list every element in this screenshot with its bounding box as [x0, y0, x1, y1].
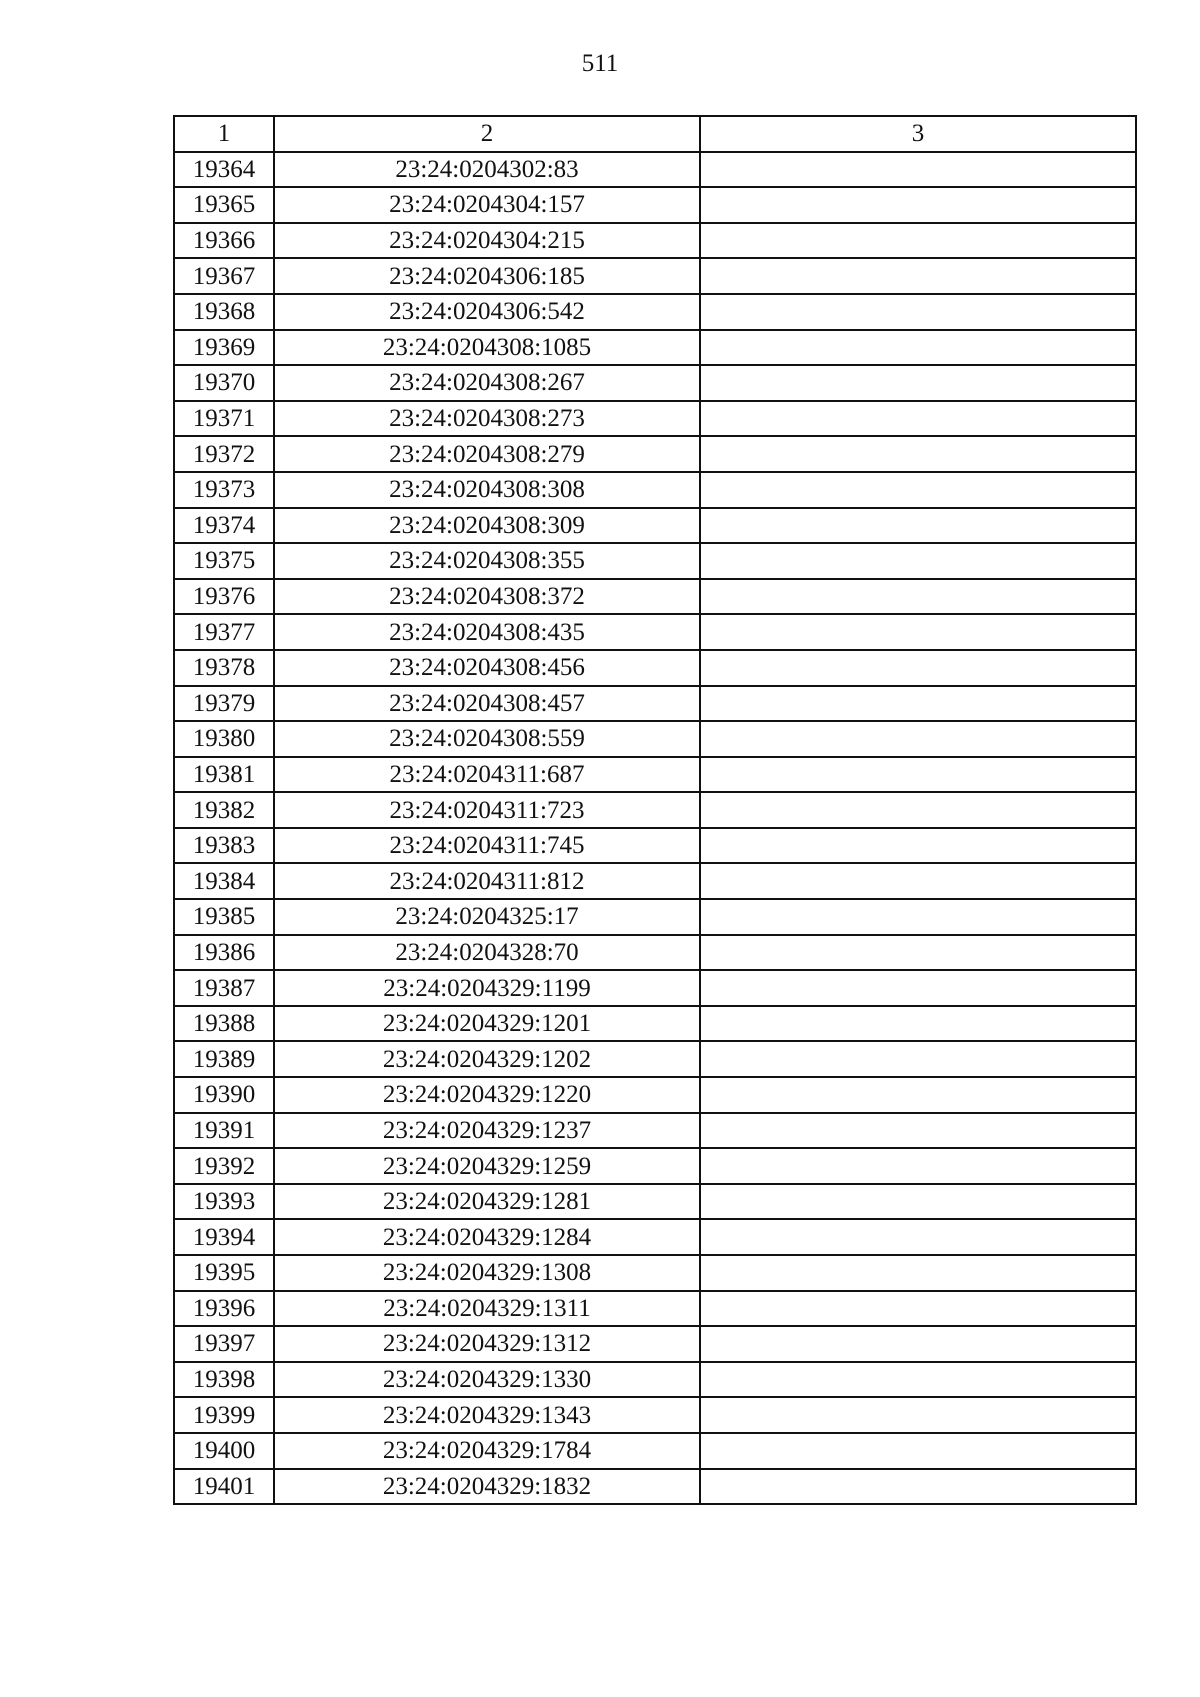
column-header: 3: [700, 116, 1136, 152]
note-cell: [700, 1219, 1136, 1255]
cadastral-number-cell: 23:24:0204329:1259: [274, 1148, 700, 1184]
table-row: [174, 258, 1136, 294]
table-row: [174, 401, 1136, 437]
row-number-cell: 19396: [174, 1291, 274, 1327]
cadastral-number-cell: 23:24:0204308:372: [274, 579, 700, 615]
note-cell: [700, 970, 1136, 1006]
cadastral-number-cell: 23:24:0204311:687: [274, 757, 700, 793]
row-number-cell: 19387: [174, 970, 274, 1006]
note-cell: [700, 1255, 1136, 1291]
column-header: 1: [174, 116, 274, 152]
cadastral-number-cell: 23:24:0204329:1308: [274, 1255, 700, 1291]
row-number-cell: 19398: [174, 1362, 274, 1398]
row-number-cell: 19379: [174, 686, 274, 722]
row-number-cell: 19386: [174, 935, 274, 971]
cadastral-number-cell: 23:24:0204329:1832: [274, 1469, 700, 1505]
row-number-cell: 19382: [174, 792, 274, 828]
cadastral-number-cell: 23:24:0204329:1201: [274, 1006, 700, 1042]
table-row: [174, 721, 1136, 757]
cadastral-number-cell: 23:24:0204306:185: [274, 258, 700, 294]
cadastral-number-cell: 23:24:0204329:1784: [274, 1433, 700, 1469]
cadastral-number-cell: 23:24:0204308:279: [274, 436, 700, 472]
table-row: [174, 294, 1136, 330]
cadastral-number-cell: 23:24:0204308:273: [274, 401, 700, 437]
row-number-cell: 19373: [174, 472, 274, 508]
row-number-cell: 19385: [174, 899, 274, 935]
table-header: [174, 116, 1136, 152]
note-cell: [700, 721, 1136, 757]
row-number-cell: 19400: [174, 1433, 274, 1469]
table-row: [174, 899, 1136, 935]
note-cell: [700, 1113, 1136, 1149]
row-number-cell: 19376: [174, 579, 274, 615]
note-cell: [700, 508, 1136, 544]
table-row: [174, 935, 1136, 971]
note-cell: [700, 614, 1136, 650]
table-row: [174, 1362, 1136, 1398]
table-row: [174, 472, 1136, 508]
table-row: [174, 152, 1136, 188]
note-cell: [700, 863, 1136, 899]
table-body: [174, 152, 1136, 1505]
note-cell: [700, 757, 1136, 793]
row-number-cell: 19368: [174, 294, 274, 330]
table-row: [174, 1184, 1136, 1220]
cadastral-number-cell: 23:24:0204329:1281: [274, 1184, 700, 1220]
cadastral-number-cell: 23:24:0204304:215: [274, 223, 700, 259]
table-row: [174, 1326, 1136, 1362]
row-number-cell: 19392: [174, 1148, 274, 1184]
table-row: [174, 792, 1136, 828]
note-cell: [700, 152, 1136, 188]
row-number-cell: 19378: [174, 650, 274, 686]
note-cell: [700, 899, 1136, 935]
row-number-cell: 19399: [174, 1397, 274, 1433]
cadastral-number-cell: 23:24:0204302:83: [274, 152, 700, 188]
cadastral-number-cell: 23:24:0204308:308: [274, 472, 700, 508]
cadastral-number-cell: 23:24:0204329:1220: [274, 1077, 700, 1113]
page-number: 511: [581, 50, 619, 77]
note-cell: [700, 828, 1136, 864]
row-number-cell: 19369: [174, 330, 274, 366]
cadastral-number-cell: 23:24:0204329:1284: [274, 1219, 700, 1255]
cadastral-number-cell: 23:24:0204306:542: [274, 294, 700, 330]
cadastral-number-cell: 23:24:0204311:723: [274, 792, 700, 828]
table-row: [174, 828, 1136, 864]
table-row: [174, 330, 1136, 366]
note-cell: [700, 686, 1136, 722]
row-number-cell: 19366: [174, 223, 274, 259]
row-number-cell: 19377: [174, 614, 274, 650]
note-cell: [700, 579, 1136, 615]
table-row: [174, 1006, 1136, 1042]
row-number-cell: 19374: [174, 508, 274, 544]
cadastral-number-cell: 23:24:0204311:812: [274, 863, 700, 899]
note-cell: [700, 1291, 1136, 1327]
table-row: [174, 686, 1136, 722]
table-row: [174, 757, 1136, 793]
note-cell: [700, 1397, 1136, 1433]
row-number-cell: 19384: [174, 863, 274, 899]
table-row: [174, 1113, 1136, 1149]
table-row: [174, 1433, 1136, 1469]
cadastral-table: [173, 115, 1137, 1505]
table-row: [174, 223, 1136, 259]
row-number-cell: 19372: [174, 436, 274, 472]
cadastral-number-cell: 23:24:0204308:457: [274, 686, 700, 722]
row-number-cell: 19371: [174, 401, 274, 437]
cadastral-number-cell: 23:24:0204329:1330: [274, 1362, 700, 1398]
row-number-cell: 19394: [174, 1219, 274, 1255]
row-number-cell: 19375: [174, 543, 274, 579]
table-row: [174, 1148, 1136, 1184]
table-row: [174, 1469, 1136, 1505]
table-row: [174, 187, 1136, 223]
row-number-cell: 19383: [174, 828, 274, 864]
note-cell: [700, 1433, 1136, 1469]
note-cell: [700, 1184, 1136, 1220]
note-cell: [700, 472, 1136, 508]
cadastral-number-cell: 23:24:0204311:745: [274, 828, 700, 864]
note-cell: [700, 294, 1136, 330]
table-row: [174, 970, 1136, 1006]
cadastral-number-cell: 23:24:0204329:1237: [274, 1113, 700, 1149]
row-number-cell: 19388: [174, 1006, 274, 1042]
cadastral-number-cell: 23:24:0204329:1311: [274, 1291, 700, 1327]
note-cell: [700, 1041, 1136, 1077]
note-cell: [700, 365, 1136, 401]
table-row: [174, 1219, 1136, 1255]
cadastral-number-cell: 23:24:0204308:309: [274, 508, 700, 544]
table-row: [174, 1255, 1136, 1291]
row-number-cell: 19393: [174, 1184, 274, 1220]
row-number-cell: 19391: [174, 1113, 274, 1149]
row-number-cell: 19395: [174, 1255, 274, 1291]
note-cell: [700, 330, 1136, 366]
table-row: [174, 579, 1136, 615]
row-number-cell: 19380: [174, 721, 274, 757]
note-cell: [700, 543, 1136, 579]
cadastral-number-cell: 23:24:0204308:355: [274, 543, 700, 579]
note-cell: [700, 792, 1136, 828]
header-row: [174, 116, 1136, 152]
cadastral-number-cell: 23:24:0204329:1343: [274, 1397, 700, 1433]
table-row: [174, 614, 1136, 650]
note-cell: [700, 1148, 1136, 1184]
cadastral-number-cell: 23:24:0204308:559: [274, 721, 700, 757]
cadastral-number-cell: 23:24:0204329:1312: [274, 1326, 700, 1362]
note-cell: [700, 1326, 1136, 1362]
cadastral-number-cell: 23:24:0204304:157: [274, 187, 700, 223]
row-number-cell: 19401: [174, 1469, 274, 1505]
column-header: 2: [274, 116, 700, 152]
cadastral-number-cell: 23:24:0204308:267: [274, 365, 700, 401]
note-cell: [700, 258, 1136, 294]
note-cell: [700, 1469, 1136, 1505]
table-row: [174, 650, 1136, 686]
cadastral-number-cell: 23:24:0204329:1202: [274, 1041, 700, 1077]
note-cell: [700, 650, 1136, 686]
row-number-cell: 19389: [174, 1041, 274, 1077]
cadastral-number-cell: 23:24:0204308:1085: [274, 330, 700, 366]
table-row: [174, 365, 1136, 401]
row-number-cell: 19364: [174, 152, 274, 188]
table-row: [174, 1397, 1136, 1433]
note-cell: [700, 436, 1136, 472]
note-cell: [700, 1006, 1136, 1042]
cadastral-number-cell: 23:24:0204308:456: [274, 650, 700, 686]
cadastral-number-cell: 23:24:0204325:17: [274, 899, 700, 935]
note-cell: [700, 187, 1136, 223]
note-cell: [700, 1077, 1136, 1113]
row-number-cell: 19367: [174, 258, 274, 294]
note-cell: [700, 223, 1136, 259]
row-number-cell: 19390: [174, 1077, 274, 1113]
row-number-cell: 19365: [174, 187, 274, 223]
cadastral-number-cell: 23:24:0204328:70: [274, 935, 700, 971]
table-row: [174, 1291, 1136, 1327]
row-number-cell: 19370: [174, 365, 274, 401]
cadastral-number-cell: 23:24:0204329:1199: [274, 970, 700, 1006]
row-number-cell: 19397: [174, 1326, 274, 1362]
table-row: [174, 543, 1136, 579]
cadastral-number-cell: 23:24:0204308:435: [274, 614, 700, 650]
note-cell: [700, 1362, 1136, 1398]
note-cell: [700, 401, 1136, 437]
table-row: [174, 1077, 1136, 1113]
table-row: [174, 436, 1136, 472]
table-row: [174, 863, 1136, 899]
table-row: [174, 508, 1136, 544]
table-row: [174, 1041, 1136, 1077]
row-number-cell: 19381: [174, 757, 274, 793]
note-cell: [700, 935, 1136, 971]
